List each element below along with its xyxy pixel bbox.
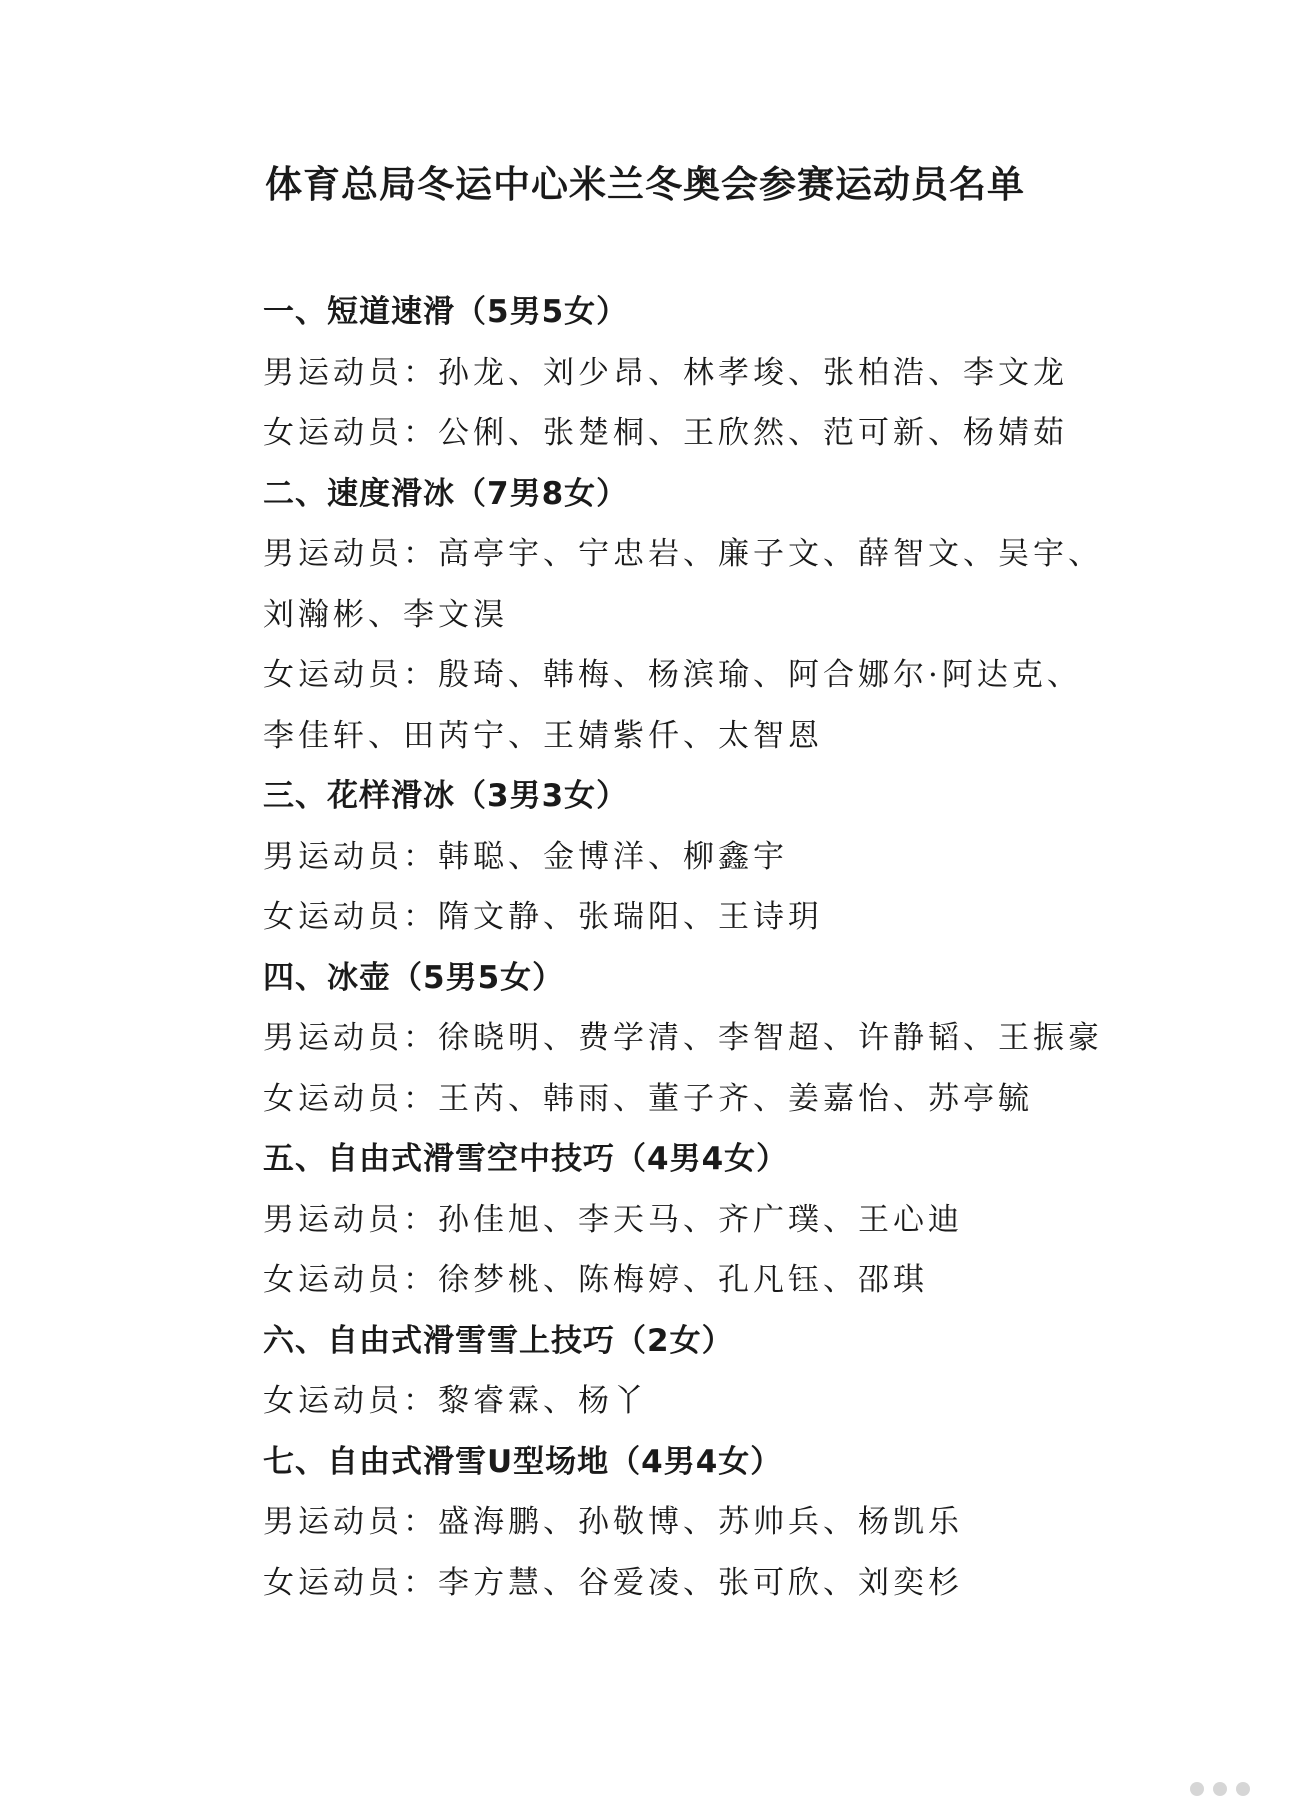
athlete-names: 徐晓明、费学清、李智超、许静韬、王振豪 (438, 1020, 1103, 1056)
watermark-dot-icon (1190, 1782, 1204, 1796)
athlete-line (196, 645, 1116, 766)
section-heading: 三、花样滑冰（3男3女） (263, 778, 629, 814)
athlete-gender-label: 女运动员： (263, 899, 438, 935)
athlete-names: 隋文静、张瑞阳、王诗玥 (438, 899, 823, 935)
athlete-list (196, 282, 1116, 1613)
athlete-line (196, 1190, 1116, 1251)
section-heading: 二、速度滑冰（7男8女） (263, 475, 629, 512)
athlete-names: 孙佳旭、李天马、齐广璞、王心迪 (438, 1201, 963, 1238)
athlete-gender-label: 女运动员： (263, 1564, 438, 1601)
section-heading: 一、短道速滑（5男5女） (263, 294, 629, 330)
athlete-gender-label: 男运动员： (263, 1504, 438, 1540)
athlete-names: 徐梦桃、陈梅婷、孔凡钰、邵琪 (438, 1262, 928, 1298)
watermark-dot-icon (1213, 1782, 1227, 1796)
athlete-names: 盛海鹏、孙敬博、苏帅兵、杨凯乐 (438, 1504, 963, 1540)
athlete-line (196, 343, 1116, 404)
athlete-gender-label: 女运动员： (263, 1262, 438, 1298)
athlete-names: 公俐、张楚桐、王欣然、范可新、杨婧茹 (438, 415, 1068, 451)
section-heading: 五、自由式滑雪空中技巧（4男4女） (263, 1141, 789, 1177)
athlete-line (196, 524, 1116, 645)
athlete-gender-label: 女运动员： (263, 1383, 438, 1419)
section-heading: 四、冰壶（5男5女） (263, 959, 565, 996)
athlete-gender-label: 女运动员： (263, 657, 438, 693)
athlete-line (196, 1008, 1116, 1069)
athlete-gender-label: 男运动员： (263, 838, 438, 875)
athlete-names: 王芮、韩雨、董子齐、姜嘉怡、苏亭毓 (438, 1080, 1033, 1117)
athlete-line (196, 1069, 1116, 1130)
section-heading: 六、自由式滑雪雪上技巧（2女） (263, 1322, 734, 1359)
athlete-gender-label: 男运动员： (263, 1201, 438, 1238)
athlete-names: 孙龙、刘少昂、林孝埈、张柏浩、李文龙 (438, 354, 1068, 391)
athlete-names: 韩聪、金博洋、柳鑫宇 (438, 838, 788, 875)
athlete-line (196, 1492, 1116, 1553)
athlete-line (196, 1371, 1116, 1432)
athlete-line (196, 887, 1116, 948)
athlete-line (196, 1553, 1116, 1614)
athlete-line (196, 1250, 1116, 1311)
watermark-dot-icon (1236, 1782, 1250, 1796)
athlete-names: 殷琦、韩梅、杨滨瑜、阿合娜尔·阿达克、李佳轩、田芮宁、王婧紫仟、太智恩 (263, 657, 1082, 754)
athlete-names: 黎睿霖、杨丫 (438, 1383, 648, 1419)
athlete-line (196, 827, 1116, 888)
section-heading: 七、自由式滑雪U型场地（4男4女） (263, 1443, 783, 1480)
athlete-gender-label: 男运动员： (263, 1020, 438, 1056)
athlete-names: 李方慧、谷爱凌、张可欣、刘奕杉 (438, 1564, 963, 1601)
athlete-gender-label: 女运动员： (263, 1080, 438, 1117)
athlete-gender-label: 男运动员： (263, 354, 438, 391)
athlete-names: 高亭宇、宁忠岩、廉子文、薛智文、吴宇、刘瀚彬、李文淏 (263, 536, 1103, 633)
athlete-line (196, 403, 1116, 464)
watermark (1190, 1782, 1250, 1796)
page-title: 体育总局冬运中心米兰冬奥会参赛运动员名单 (265, 163, 1025, 206)
athlete-gender-label: 女运动员： (263, 415, 438, 451)
athlete-gender-label: 男运动员： (263, 536, 438, 572)
